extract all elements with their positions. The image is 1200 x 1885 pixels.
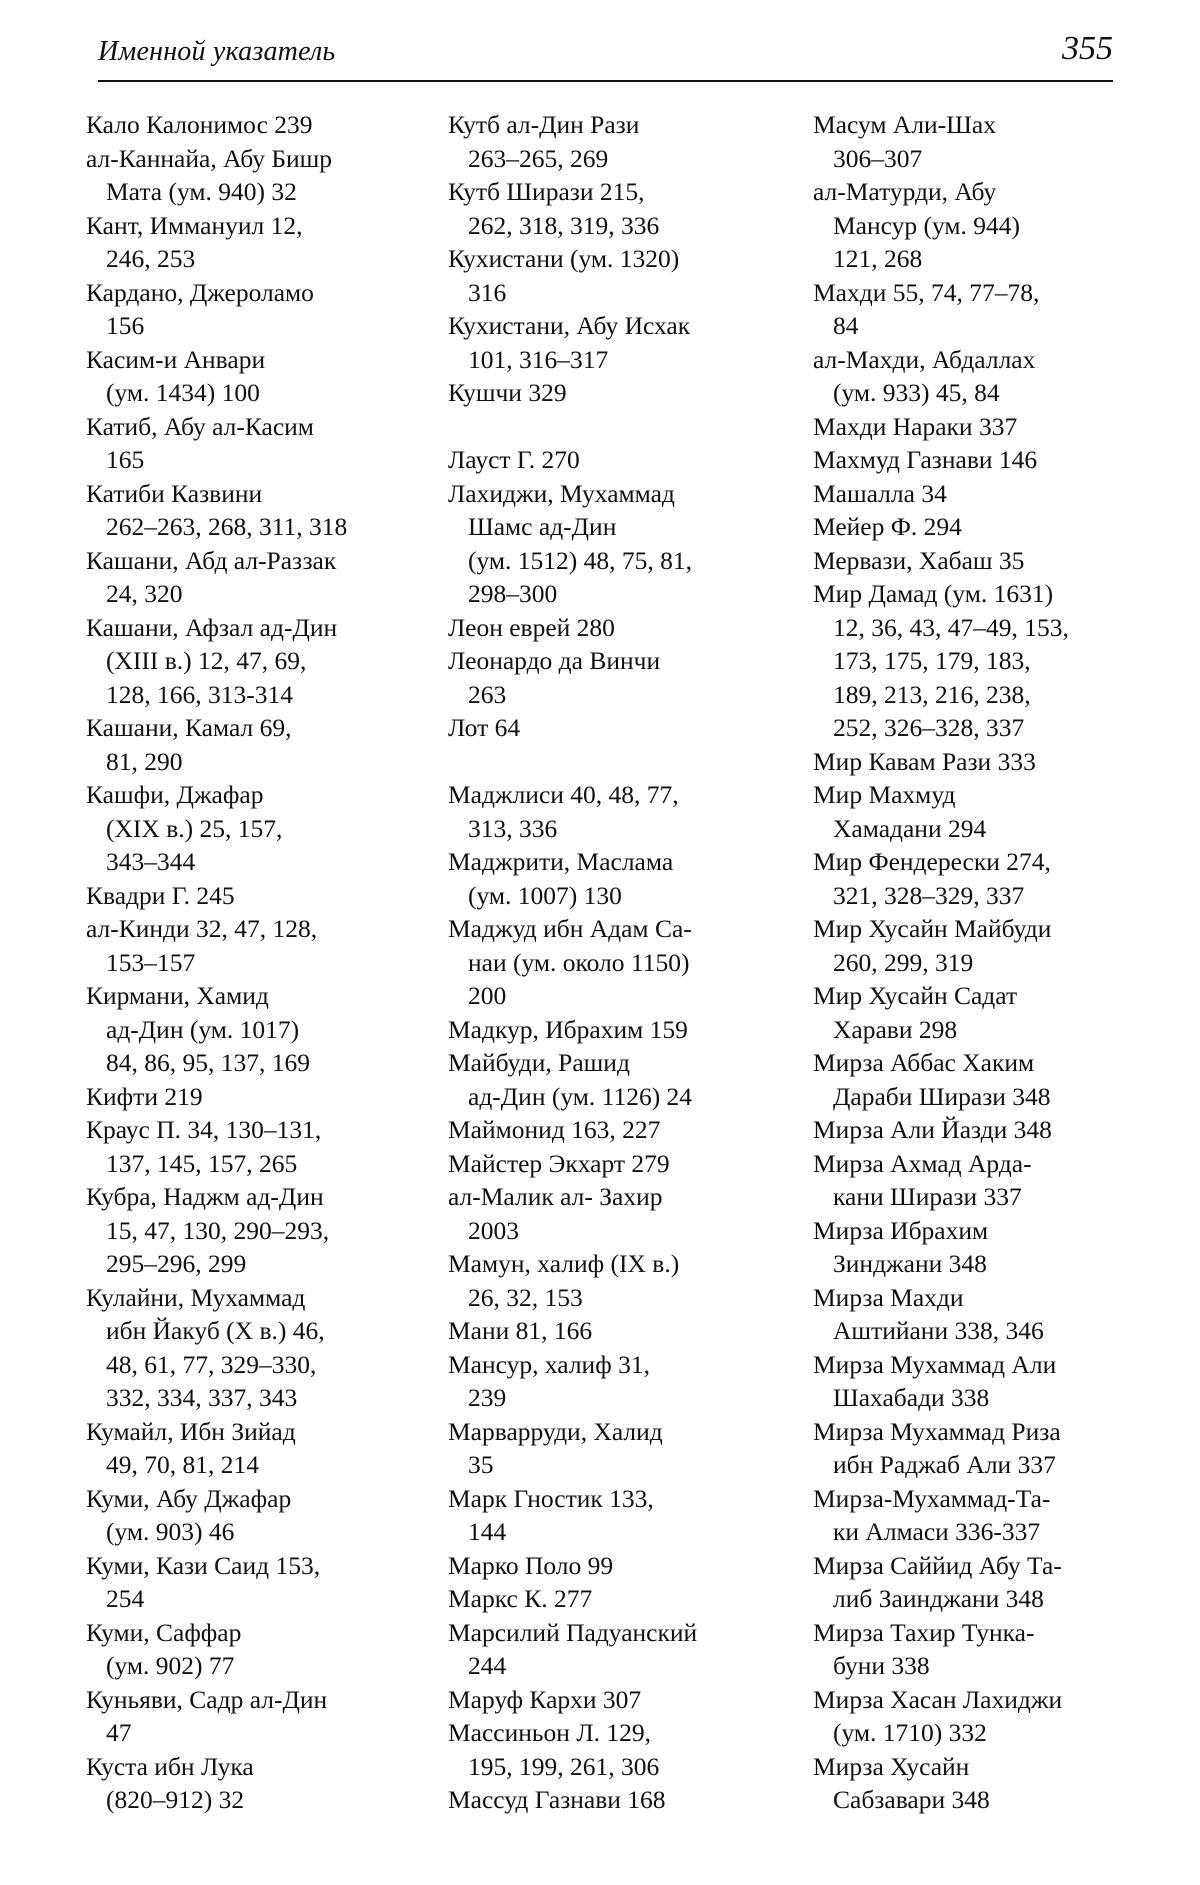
index-entry: Катиби Казвини 262–263, 268, 311, 318 (86, 478, 348, 541)
index-entry: Махди 55, 74, 77–78, 84 (813, 277, 1040, 340)
index-entry: Марварруди, Халид 35 (448, 1416, 663, 1479)
index-entry: Куми, Абу Джафар (ум. 903) 46 (86, 1483, 292, 1546)
index-entry: Мир Кавам Рази 333 (813, 746, 1036, 776)
index-entry: Майбуди, Рашид ад-Дин (ум. 1126) 24 (448, 1048, 693, 1111)
index-entry: ал-Кинди 32, 47, 128, 153–157 (86, 914, 318, 977)
index-entry: Мир Махмуд Хамадани 294 (813, 780, 987, 843)
index-entry: Мирза Мухаммад Риза ибн Раджаб Али 337 (813, 1416, 1061, 1479)
index-entry: Кардано, Джероламо 156 (86, 277, 314, 340)
index-entry: Машалла 34 (813, 478, 947, 508)
index-entry: Мирза Ахмад Арда- кани Ширази 337 (813, 1148, 1032, 1211)
index-entry: Мирза Ибрахим Зинджани 348 (813, 1215, 989, 1278)
running-head (98, 30, 1113, 80)
index-entry: Квадри Г. 245 (86, 880, 235, 910)
index-entry: Кало Калонимос 239 (86, 110, 313, 139)
index-entry: Марко Поло 99 (448, 1550, 614, 1580)
index-entry: Мир Хусайн Майбуди 260, 299, 319 (813, 914, 1052, 977)
index-entry: Катиб, Абу ал-Касим 165 (86, 411, 314, 474)
index-entry: Мирза Саййид Абу Та- либ Заинджани 348 (813, 1550, 1062, 1613)
index-entry: Лот 64 (448, 713, 521, 742)
index-entry: Касим-и Анвари (ум. 1434) 100 (86, 344, 266, 407)
index-entry: Мирза Махди Аштийани 338, 346 (813, 1282, 1044, 1345)
index-entry: Лахиджи, Мухаммад Шамс ад-Дин (ум. 1512) 48, 75, 81, 298–300 (448, 478, 693, 608)
index-entry: Мирза Мухаммад Али Шахабади 338 (813, 1349, 1057, 1412)
index-entry: Кирмани, Хамид ад-Дин (ум. 1017) 84, 86, 95, 137, 169 (86, 981, 310, 1077)
index-entry: Кумайл, Ибн Зийад 49, 70, 81, 214 (86, 1416, 296, 1479)
index-column-2 (448, 108, 793, 1817)
index-entry: Мирза Хусайн Сабзавари 348 (813, 1751, 990, 1814)
index-entry: Мани 81, 166 (448, 1316, 593, 1345)
running-head-title: Именной указатель (98, 36, 336, 67)
index-entry: Кашфи, Джафар (XIX в.) 25, 157, 343–344 (86, 780, 283, 876)
index-entry: Маджлиси 40, 48, 77, 313, 336 (448, 780, 679, 843)
index-entry: ал-Каннайа, Абу Бишр Мата (ум. 940) 32 (86, 143, 332, 206)
index-entry: Массиньон Л. 129, 195, 199, 261, 306 (448, 1718, 660, 1781)
index-entry: Марсилий Падуанский 244 (448, 1617, 698, 1680)
index-entry: Маруф Кархи 307 (448, 1684, 642, 1714)
index-entry: Мирза Тахир Тунка- буни 338 (813, 1617, 1035, 1680)
index-entry: Маймонид 163, 227 (448, 1115, 661, 1144)
index-column-1 (86, 108, 431, 1817)
index-entry: Кифти 219 (86, 1081, 203, 1111)
index-entry: Леон еврей 280 (448, 612, 615, 642)
index-entry: Мервази, Хабаш 35 (813, 545, 1025, 575)
index-entry: Леонардо да Винчи 263 (448, 646, 661, 709)
index-entry: Мирза Али Йазди 348 (813, 1115, 1052, 1144)
index-entry: Мир Хусайн Садат Харави 298 (813, 981, 1018, 1044)
index-entry: Куми, Кази Саид 153, 254 (86, 1550, 321, 1613)
index-entry: Краус П. 34, 130–131, 137, 145, 157, 265 (86, 1115, 322, 1178)
index-entry: Махмуд Газнави 146 (813, 445, 1038, 474)
index-entry: ал-Махди, Абдаллах (ум. 933) 45, 84 (813, 344, 1036, 407)
letter-group-gap (448, 410, 793, 444)
index-entry: Лауст Г. 270 (448, 445, 580, 474)
header-rule (98, 80, 1113, 82)
index-entry: Куста ибн Лука (820–912) 32 (86, 1751, 254, 1814)
index-entry: Кутб Ширази 215, 262, 318, 319, 336 (448, 177, 660, 240)
index-entry: Кухистани, Абу Исхак 101, 316–317 (448, 311, 691, 374)
index-entry: Мирза Хасан Лахиджи (ум. 1710) 332 (813, 1684, 1063, 1747)
index-entry: Масум Али-Шах 306–307 (813, 110, 996, 173)
index-entry: Кашани, Абд ал-Раззак 24, 320 (86, 545, 337, 608)
letter-group-gap (448, 745, 793, 779)
index-entry: Кубра, Наджм ад-Дин 15, 47, 130, 290–293, 295–296, 299 (86, 1182, 330, 1278)
index-entry: Мадкур, Ибрахим 159 (448, 1014, 688, 1044)
index-entry: Кант, Иммануил 12, 246, 253 (86, 210, 303, 273)
index-entry: Мирза-Мухаммад-Та- ки Алмаси 336-337 (813, 1483, 1051, 1546)
index-entry: ал-Малик ал- Захир 2003 (448, 1182, 663, 1245)
index-entry: ал-Матурди, Абу Мансур (ум. 944) 121, 268 (813, 177, 1021, 273)
index-entry: Маджуд ибн Адам Са- наи (ум. около 1150) 200 (448, 914, 692, 1010)
index-entry: Мамун, халиф (IX в.) 26, 32, 153 (448, 1249, 680, 1312)
index-entry: Кашани, Афзал ад-Дин (XIII в.) 12, 47, 69, 128, 166, 313-314 (86, 612, 338, 709)
index-entry: Кутб ал-Дин Рази 263–265, 269 (448, 110, 640, 173)
index-entry: Кухистани (ум. 1320) 316 (448, 244, 680, 307)
index-entry: Майстер Экхарт 279 (448, 1148, 670, 1178)
index-entry: Кулайни, Мухаммад ибн Йакуб (X в.) 46, 48, 61, 77, 329–330, 332, 334, 337, 343 (86, 1282, 325, 1412)
index-entry: Мир Дамад (ум. 1631) 12, 36, 43, 47–49, 153, 173, 175, 179, 183, 189, 213, 216, 238, 252, 326–328, 337 (813, 579, 1069, 742)
index-entry: Кашани, Камал 69, 81, 290 (86, 713, 292, 776)
index-entry: Мансур, халиф 31, 239 (448, 1349, 650, 1412)
index-entry: Массуд Газнави 168 (448, 1785, 666, 1814)
page-number: 355 (1062, 30, 1113, 67)
index-entry: Мирза Аббас Хаким Дараби Ширази 348 (813, 1048, 1051, 1111)
index-entry: Марк Гностик 133, 144 (448, 1483, 654, 1546)
index-entry: Махди Нараки 337 (813, 411, 1018, 441)
index-entry: Куми, Саффар (ум. 902) 77 (86, 1617, 242, 1680)
index-entry: Маджрити, Маслама (ум. 1007) 130 (448, 847, 674, 910)
index-entry: Куньяви, Садр ал-Дин 47 (86, 1684, 328, 1747)
index-entry: Мир Фендерески 274, 321, 328–329, 337 (813, 847, 1051, 910)
index-entry: Маркс К. 277 (448, 1584, 593, 1613)
index-entry: Кушчи 329 (448, 378, 567, 407)
index-column-3 (813, 108, 1158, 1817)
index-entry: Мейер Ф. 294 (813, 512, 962, 541)
